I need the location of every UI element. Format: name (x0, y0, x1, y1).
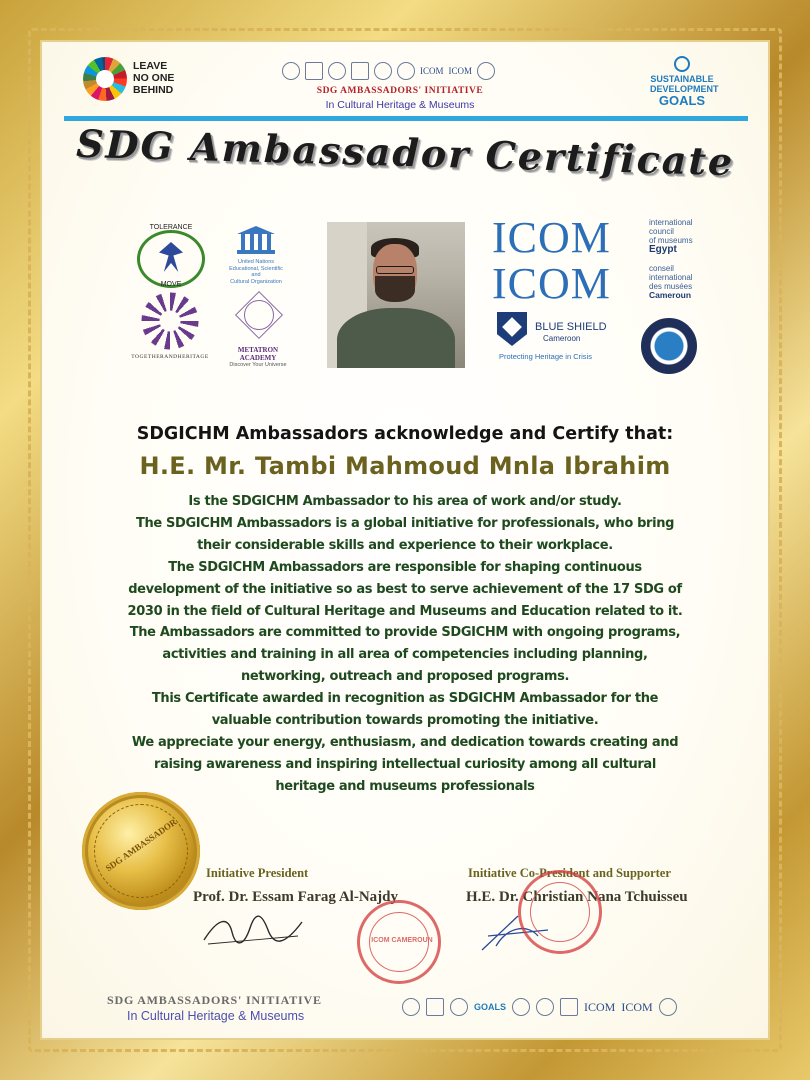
sdg-logo-line: SUSTAINABLE (650, 74, 714, 84)
icom-cameroun-line: des musées (649, 282, 693, 291)
footer-initiative-title: SDG AMBASSADORS' INITIATIVE (107, 993, 322, 1007)
body-line: networking, outreach and proposed programs. (240, 669, 570, 685)
partner-logo-icon (374, 62, 392, 80)
mandala-icon (140, 292, 200, 350)
un-globe-icon (674, 56, 690, 72)
partner-logo-icon (477, 62, 495, 80)
together-and-heritage-logo (131, 292, 209, 368)
president-role: Initiative President (206, 866, 309, 880)
icom-cameroun-line: international (649, 273, 693, 282)
sdg-mini-logo: GOALS (474, 1001, 507, 1012)
round-emblem-icon (641, 318, 697, 374)
partner-logo-icon (402, 998, 420, 1016)
blue-shield-tagline: Protecting Heritage in Crisis (499, 352, 592, 361)
icom-mini-logo: ICOM (420, 65, 444, 76)
sdg-goals-logo (650, 56, 719, 108)
icom-egypt-line: of museums (649, 236, 693, 245)
icom-egypt-wordmark: ICOM (492, 213, 611, 262)
icom-egypt-line: council (649, 227, 674, 236)
body-line: development of the initiative so as best to serve achievement of the 17 SDG of (128, 581, 682, 597)
certificate-title: SDG Ambassador Certificate (75, 120, 735, 185)
co-president-role: Initiative Co-President and Supporter (468, 866, 671, 880)
icom-mini-logo: ICOM (584, 999, 616, 1014)
metatron-tagline: Discover Your Universe (229, 362, 287, 368)
partner-logo-icon (560, 998, 578, 1016)
icom-mini-logo: ICOM (621, 999, 653, 1014)
lnob-line: NO ONE (133, 72, 175, 84)
metatron-title: METATRON ACADEMY (237, 346, 279, 362)
partner-logo-icon (397, 62, 415, 80)
recipient-name: H.E. Mr. Tambi Mahmoud Mnla Ibrahim (139, 452, 671, 480)
body-line: Is the SDGICHM Ambassador to his area of work and/or study. (188, 494, 622, 509)
icom-cameroun-wordmark: ICOM (492, 259, 611, 308)
co-president-name: H.E. Dr. Christian Nana Tchuisseu (466, 889, 688, 905)
body-line: activities and training in all area of competencies including planning, (162, 647, 648, 663)
body-line: valuable contribution towards promoting the initiative. (211, 713, 599, 729)
partner-logos-strip (282, 58, 522, 84)
icom-cameroun-line: conseil (649, 264, 674, 273)
partner-logo-icon (512, 998, 530, 1016)
official-stamp-icon (518, 870, 602, 954)
body-line: heritage and museums professionals (275, 778, 535, 794)
sdg-logo-line: DEVELOPMENT (650, 84, 719, 94)
body-line: The Ambassadors are committed to provide SDGICHM with ongoing programs, (129, 625, 681, 641)
unesco-line: Educational, Scientific and (229, 265, 283, 278)
unesco-line: United Nations (237, 259, 275, 265)
initiative-title: SDG AMBASSADORS' INITIATIVE (316, 86, 484, 96)
header-divider (64, 116, 748, 121)
certificate-body-text (70, 491, 740, 798)
blue-shield-title: BLUE SHIELD (535, 321, 607, 333)
sdg-logo-goals: GOALS (658, 93, 706, 108)
unesco-temple-icon (237, 226, 275, 256)
blue-shield-icon (497, 312, 527, 346)
body-line: raising awareness and inspiring intellectual curiosity among all cultural (154, 756, 656, 772)
icom-logo (492, 213, 712, 310)
gold-seal-icon (82, 792, 200, 910)
icom-cameroun-country: Cameroun (649, 290, 692, 300)
body-line: This Certificate awarded in recognition as SDGICHM Ambassador for the (151, 691, 659, 707)
partner-logo-icon (328, 62, 346, 80)
metatron-academy-logo (220, 294, 296, 368)
icom-mini-logo: ICOM (448, 65, 473, 76)
together-label: TOGETHERANDHERITAGE (131, 354, 209, 360)
stamp-text: ICOM CAMEROUN (371, 937, 433, 944)
partner-logo-icon (351, 62, 369, 80)
initiative-subtitle: In Cultural Heritage & Museums (325, 99, 475, 111)
body-line: The SDGICHM Ambassadors is a global initiative for professionals, who bring (135, 515, 675, 531)
seal-text: SDG AMBASSADOR (103, 816, 179, 874)
acknowledgement-heading: SDGICHM Ambassadors acknowledge and Certify that: (136, 424, 674, 444)
tolerance-label: TOLERANCE (149, 224, 193, 231)
partner-logo-icon (659, 998, 677, 1016)
lnob-line: BEHIND (133, 84, 174, 96)
icom-egypt-line: international (649, 218, 693, 227)
unesco-line: Cultural Organization (230, 278, 282, 285)
partner-logo-icon (450, 998, 468, 1016)
move-label: MOVE (160, 281, 182, 288)
president-name: Prof. Dr. Essam Farag Al-Najdy (193, 889, 398, 905)
icom-egypt-country: Egypt (649, 244, 677, 255)
blue-shield-sub: Cameroon (543, 334, 581, 343)
lnob-line: LEAVE (133, 60, 168, 72)
footer-partner-logos (402, 992, 732, 1022)
body-line: We appreciate your energy, enthusiasm, and dedication towards creating and (131, 734, 679, 750)
recipient-photo (327, 222, 465, 368)
partner-logo-icon (282, 62, 300, 80)
unesco-logo (226, 226, 286, 296)
footer-initiative-subtitle: In Cultural Heritage & Museums (127, 1009, 305, 1023)
president-signature (198, 910, 308, 950)
partner-logo-icon (305, 62, 323, 80)
partner-logo-icon (426, 998, 444, 1016)
partner-logo-icon (536, 998, 554, 1016)
body-line: their considerable skills and experience to their workplace. (197, 537, 613, 553)
blue-shield-logo (497, 312, 617, 366)
metatron-cube-icon (238, 294, 278, 334)
icom-stamp-icon (357, 900, 441, 984)
tolerance-move-logo (133, 224, 209, 288)
leave-no-one-behind-logo (83, 57, 223, 103)
sdg-wheel-icon (83, 57, 127, 101)
body-line: The SDGICHM Ambassadors are responsible for shaping continuous (168, 559, 642, 575)
body-line: 2030 in the field of Cultural Heritage and Museums and Education related to it. (127, 603, 683, 619)
